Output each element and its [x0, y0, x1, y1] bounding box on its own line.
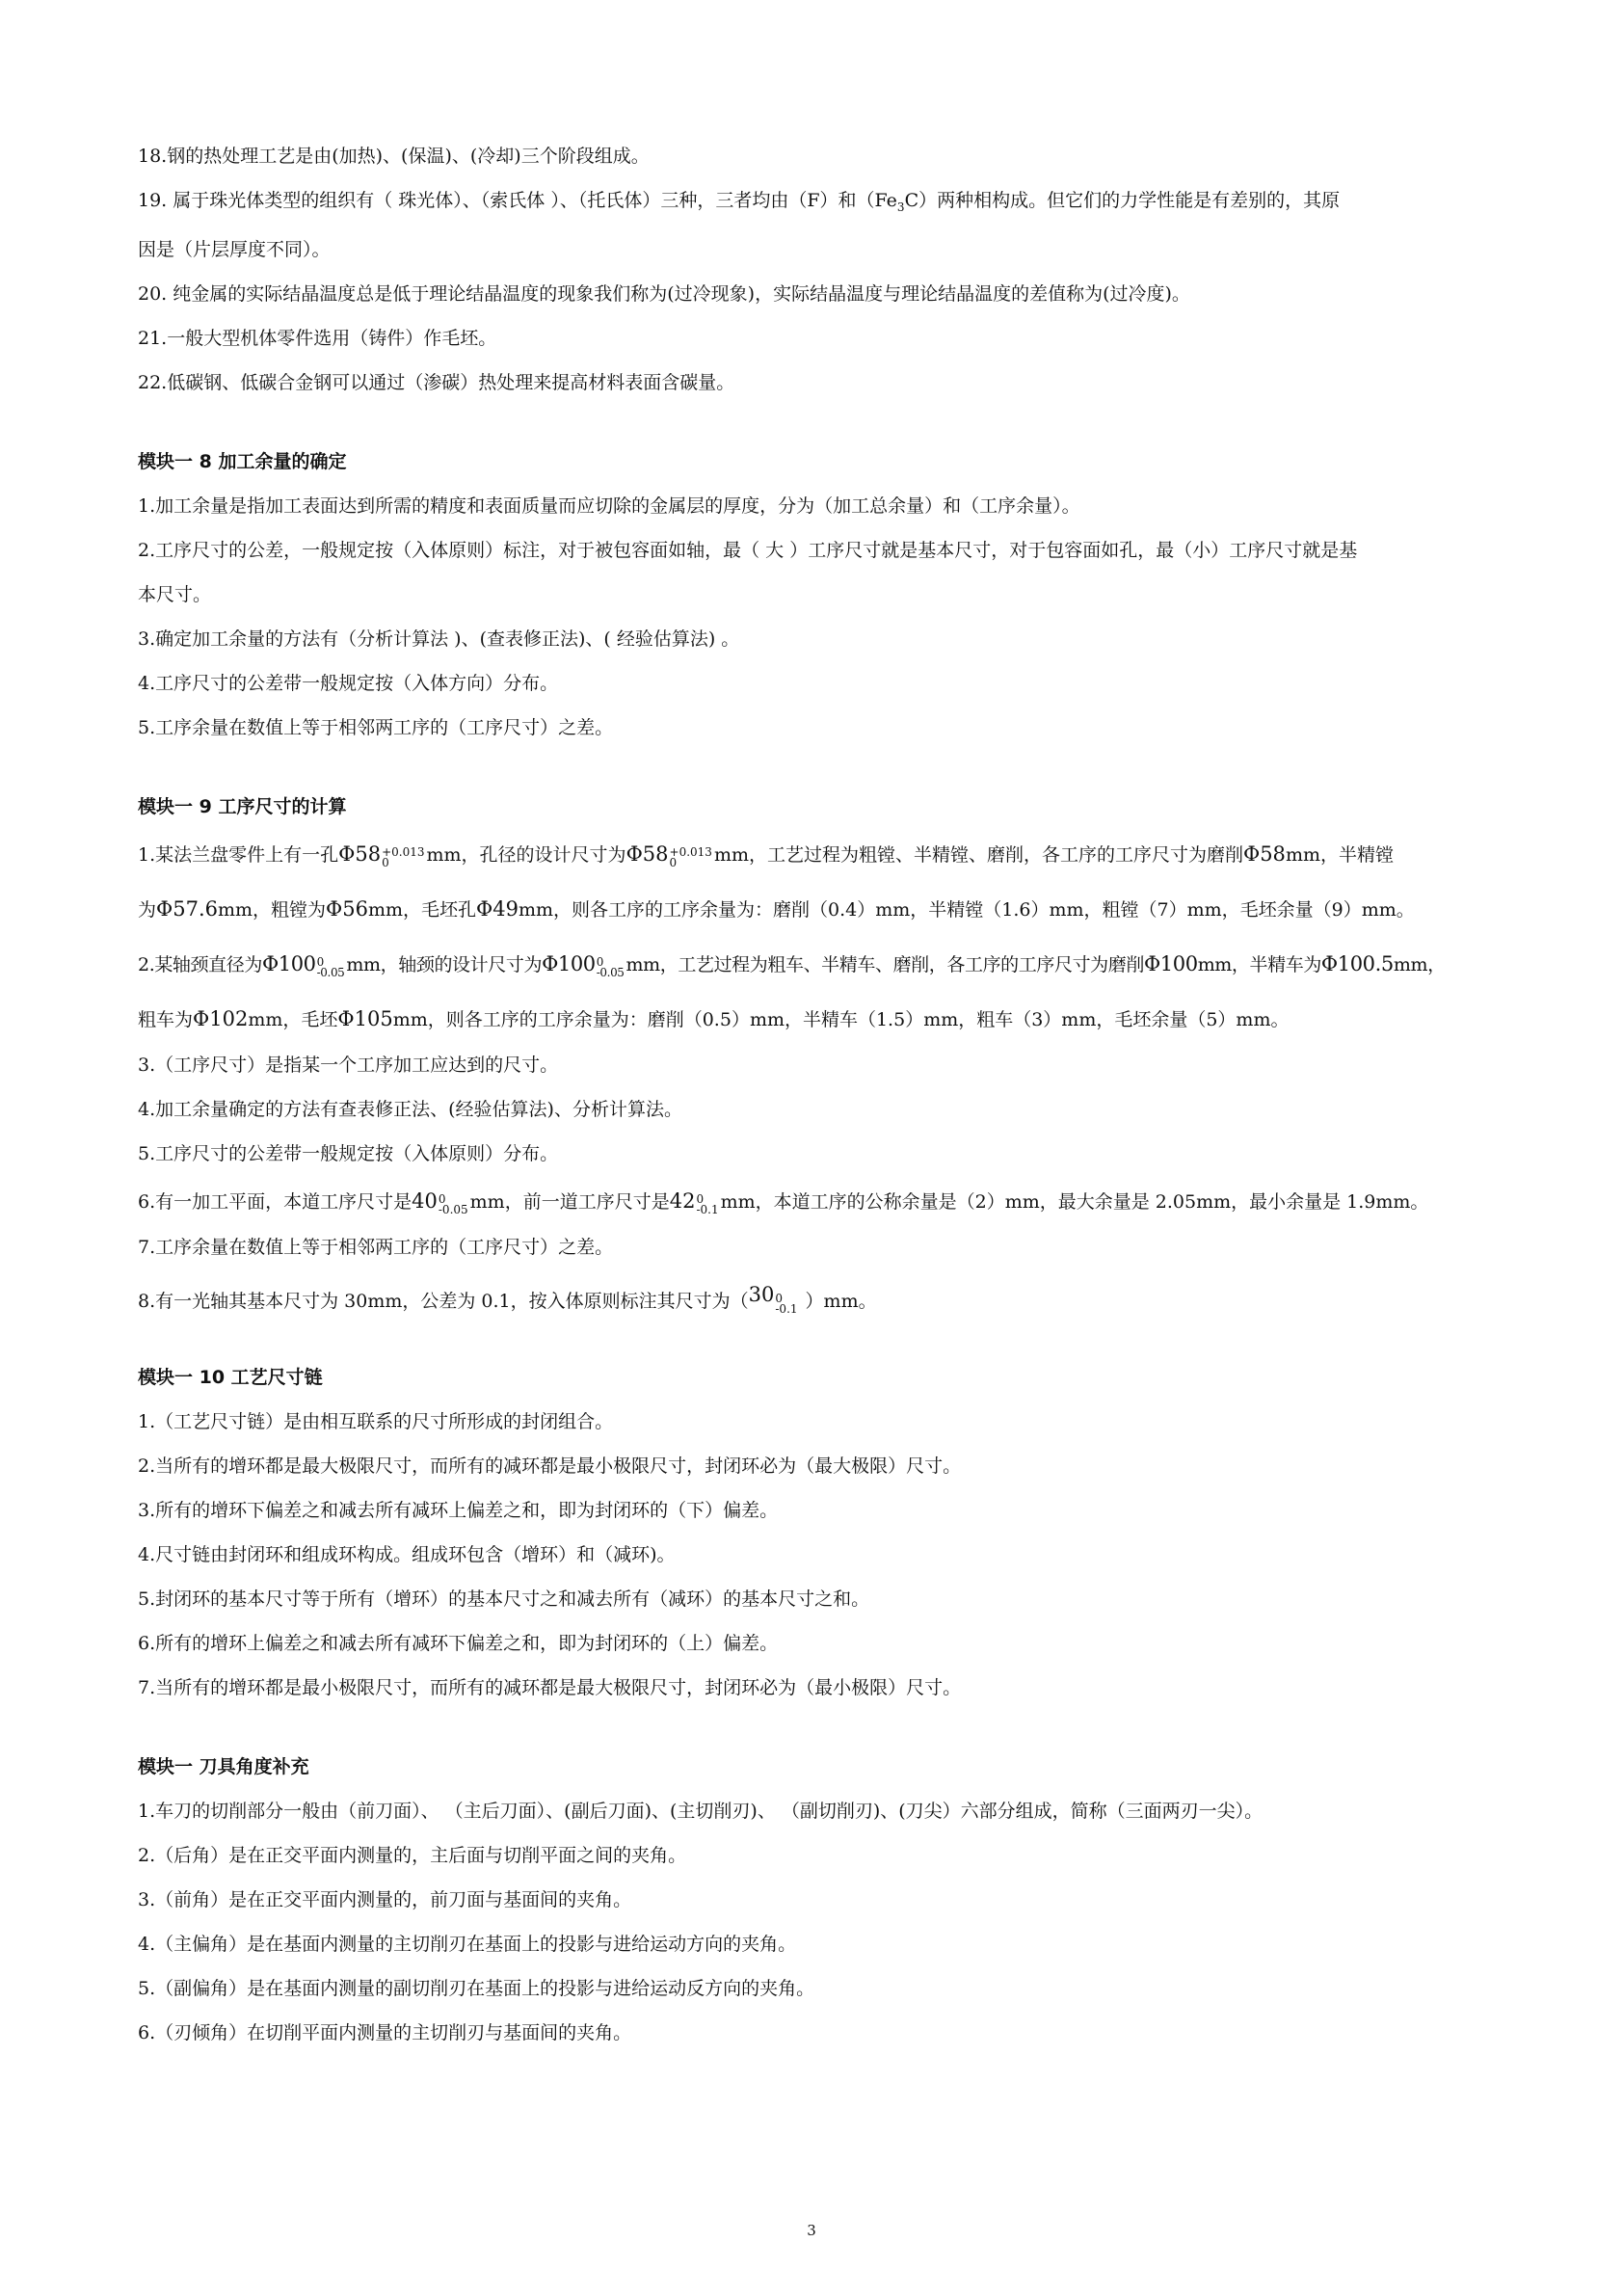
dimension-symbol: Φ57.6 — [156, 896, 218, 921]
s9-6-text: 6.有一加工平面，本道工序尺寸是 — [138, 1190, 412, 1213]
s9-1b-text: 为 — [138, 898, 157, 921]
s9-1b-text: mm，则各工序的工序余量为：磨削（0.4）mm，半精镗（1.6）mm，粗镗（7）mm，毛坯余量（9）mm。 — [519, 898, 1415, 921]
s9-item-2-line-2 — [138, 1004, 1506, 1034]
upper-deviation: +0.013 — [669, 844, 712, 859]
s8-item-2-line-1: 2.工序尺寸的公差，一般规定按（入体原则）标注，对于被包容面如轴，最（ 大 ）工序尺寸就是基本尺寸，对于包容面如孔，最（小）工序尺寸就是基 — [138, 539, 1358, 561]
s9-item-1-line-1 — [138, 840, 1506, 869]
s9-1-text: mm，工艺过程为粗镗、半精镗、磨削，各工序的工序尺寸为磨削 — [713, 843, 1243, 866]
dimension-symbol: Φ58 — [1242, 841, 1286, 866]
s8-item-4: 4.工序尺寸的公差带一般规定按（入体方向）分布。 — [138, 672, 559, 694]
s10-item-2: 2.当所有的增环都是最大极限尺寸，而所有的减环都是最小极限尺寸，封闭环必为（最大极限）尺寸。 — [138, 1455, 962, 1477]
tool-item-1: 1.车刀的切削部分一般由（前刀面）、 （主后刀面）、(副后刀面)、(主切削刃)、 （副切削刃)、(刀尖）六部分组成，简称（三面两刃一尖）。 — [138, 1800, 1264, 1822]
dimension-value: 40 — [412, 1188, 438, 1213]
dimension-symbol: Φ100.5 — [1320, 951, 1394, 975]
tolerance — [669, 844, 712, 869]
section-10-heading: 模块一 10 工艺尺寸链 — [138, 1366, 323, 1388]
upper-deviation: +0.013 — [382, 844, 425, 859]
lower-deviation: -0.05 — [596, 965, 625, 979]
s9-2-text: mm，半精车为 — [1197, 953, 1321, 975]
s9-item-2-line-1 — [138, 949, 1506, 979]
fe3c-subscript: 3 — [896, 200, 905, 214]
s9-8-text: ）mm。 — [799, 1290, 877, 1312]
tool-item-2: 2.（后角）是在正交平面内测量的，主后面与切削平面之间的夹角。 — [138, 1844, 687, 1866]
dimension-symbol: Φ100 — [542, 951, 596, 975]
s9-item-5: 5.工序尺寸的公差带一般规定按（入体原则）分布。 — [138, 1142, 559, 1164]
s8-item-1: 1.加工余量是指加工表面达到所需的精度和表面质量而应切除的金属层的厚度，分为（加工总余量）和（工序余量）。 — [138, 494, 1080, 517]
s9-2b-text: 粗车为 — [138, 1008, 194, 1030]
s9-6-text: mm，前一道工序尺寸是 — [469, 1190, 670, 1213]
upper-deviation: 0 — [775, 1291, 784, 1305]
s9-1b-text: mm，毛坯孔 — [368, 898, 477, 921]
s10-item-4: 4.尺寸链由封闭环和组成环构成。组成环包含（增环）和（减环)。 — [138, 1543, 676, 1565]
s10-item-6: 6.所有的增环上偏差之和减去所有减环下偏差之和，即为封闭环的（上）偏差。 — [138, 1632, 779, 1654]
tool-item-3: 3.（前角）是在正交平面内测量的，前刀面与基面间的夹角。 — [138, 1888, 632, 1910]
item-19-text-b: C）两种相构成。但它们的力学性能是有差别的，其原 — [904, 190, 1341, 211]
s9-item-6 — [138, 1187, 1506, 1216]
lower-deviation: -0.05 — [316, 965, 345, 979]
s9-2-text: mm，工艺过程为粗车、半精车、磨削，各工序的工序尺寸为磨削 — [625, 953, 1144, 975]
upper-deviation: 0 — [438, 1191, 446, 1206]
dimension-symbol: Φ56 — [326, 896, 368, 921]
s9-2b-text: mm，则各工序的工序余量为：磨削（0.5）mm，半精车（1.5）mm，粗车（3）mm，毛坯余量（5）mm。 — [392, 1008, 1290, 1030]
s8-item-2-line-2: 本尺寸。 — [138, 583, 212, 605]
s9-1-text: mm，半精镗 — [1285, 843, 1394, 866]
tolerance — [696, 1191, 719, 1216]
tool-item-4: 4.（主偏角）是在基面内测量的主切削刃在基面上的投影与进给运动方向的夹角。 — [138, 1933, 797, 1955]
tool-item-5: 5.（副偏角）是在基面内测量的副切削刃在基面上的投影与进给运动反方向的夹角。 — [138, 1977, 815, 1999]
upper-deviation: 0 — [596, 954, 604, 969]
dimension-symbol: Φ100 — [1143, 951, 1198, 975]
item-19-line-2: 因是（片层厚度不同）。 — [138, 238, 331, 260]
lower-deviation: -0.05 — [438, 1202, 468, 1216]
dimension-symbol: Φ105 — [337, 1006, 393, 1030]
upper-deviation: 0 — [696, 1191, 705, 1206]
s9-2-text: mm，轴颈的设计尺寸为 — [346, 953, 543, 975]
tool-item-6: 6.（刃倾角）在切削平面内测量的主切削刃与基面间的夹角。 — [138, 2021, 632, 2043]
item-20: 20. 纯金属的实际结晶温度总是低于理论结晶温度的现象我们称为(过冷现象)，实际结晶温度与理论结晶温度的差值称为(过冷度)。 — [138, 282, 1190, 305]
dimension-symbol: Φ58 — [338, 841, 382, 866]
lower-deviation: 0 — [382, 855, 389, 869]
item-18: 18.钢的热处理工艺是由(加热)、(保温)、(冷却)三个阶段组成。 — [138, 146, 650, 167]
s9-1-text: 1.某法兰盘零件上有一孔 — [138, 843, 339, 866]
s9-1b-text: mm，粗镗为 — [218, 898, 327, 921]
document-page — [138, 145, 1506, 2066]
dimension-symbol: Φ102 — [193, 1006, 249, 1030]
tolerance — [596, 954, 625, 979]
item-21: 21.一般大型机体零件选用（铸件）作毛坯。 — [138, 327, 497, 349]
s10-item-5: 5.封闭环的基本尺寸等于所有（增环）的基本尺寸之和减去所有（减环）的基本尺寸之和。 — [138, 1588, 870, 1610]
dimension-value: 30 — [748, 1282, 775, 1306]
s9-item-7: 7.工序余量在数值上等于相邻两工序的（工序尺寸）之差。 — [138, 1236, 614, 1258]
s9-2-text: mm， — [1393, 953, 1446, 975]
dimension-symbol: Φ49 — [476, 896, 519, 921]
s9-item-3: 3.（工序尺寸）是指某一个工序加工应达到的尺寸。 — [138, 1054, 559, 1076]
s9-item-4: 4.加工余量确定的方法有查表修正法、(经验估算法)、分析计算法。 — [138, 1098, 682, 1120]
tolerance — [438, 1191, 468, 1216]
s9-8-text: 8.有一光轴其基本尺寸为 30mm，公差为 0.1，按入体原则标注其尺寸为（ — [138, 1290, 749, 1312]
section-8-heading: 模块一 8 加工余量的确定 — [138, 450, 347, 472]
s10-item-1: 1.（工艺尺寸链）是由相互联系的尺寸所形成的封闭组合。 — [138, 1410, 614, 1432]
s9-6-text: mm，本道工序的公称余量是（2）mm，最大余量是 2.05mm，最小余量是 1.9mm。 — [720, 1190, 1429, 1213]
s8-item-3: 3.确定加工余量的方法有（分析计算法 )、(查表修正法)、( 经验估算法) 。 — [138, 627, 740, 650]
s9-item-8 — [138, 1280, 1506, 1316]
s10-item-7: 7.当所有的增环都是最小极限尺寸，而所有的减环都是最大极限尺寸，封闭环必为（最小极限）尺寸。 — [138, 1676, 962, 1698]
tolerance — [775, 1291, 798, 1316]
tolerance — [316, 954, 345, 979]
lower-deviation: 0 — [669, 855, 678, 869]
section-9-heading: 模块一 9 工序尺寸的计算 — [138, 795, 347, 817]
lower-deviation: -0.1 — [696, 1202, 719, 1216]
s9-item-1-line-2 — [138, 894, 1506, 924]
s9-2b-text: mm，毛坯 — [248, 1008, 338, 1030]
item-19-line-1 — [138, 189, 1506, 219]
upper-deviation: 0 — [316, 954, 324, 969]
dimension-value: 42 — [669, 1188, 696, 1213]
dimension-symbol: Φ58 — [625, 841, 669, 866]
page-number: 3 — [807, 2222, 816, 2239]
s9-2-text: 2.某轴颈直径为 — [138, 953, 262, 975]
s10-item-3: 3.所有的增环下偏差之和减去所有减环上偏差之和，即为封闭环的（下）偏差。 — [138, 1499, 779, 1521]
lower-deviation: -0.1 — [775, 1301, 798, 1316]
s8-item-5: 5.工序余量在数值上等于相邻两工序的（工序尺寸）之差。 — [138, 716, 614, 738]
tolerance — [382, 844, 425, 869]
section-tool-heading: 模块一 刀具角度补充 — [138, 1755, 309, 1777]
dimension-symbol: Φ100 — [261, 951, 316, 975]
item-19-text-a: 19. 属于珠光体类型的组织有（ 珠光体）、（索氏体 ）、（托氏体）三种，三者均由（F）和（Fe — [138, 190, 897, 211]
item-22: 22.低碳钢、低碳合金钢可以通过（渗碳）热处理来提高材料表面含碳量。 — [138, 371, 735, 393]
s9-1-text: mm，孔径的设计尺寸为 — [426, 843, 626, 866]
